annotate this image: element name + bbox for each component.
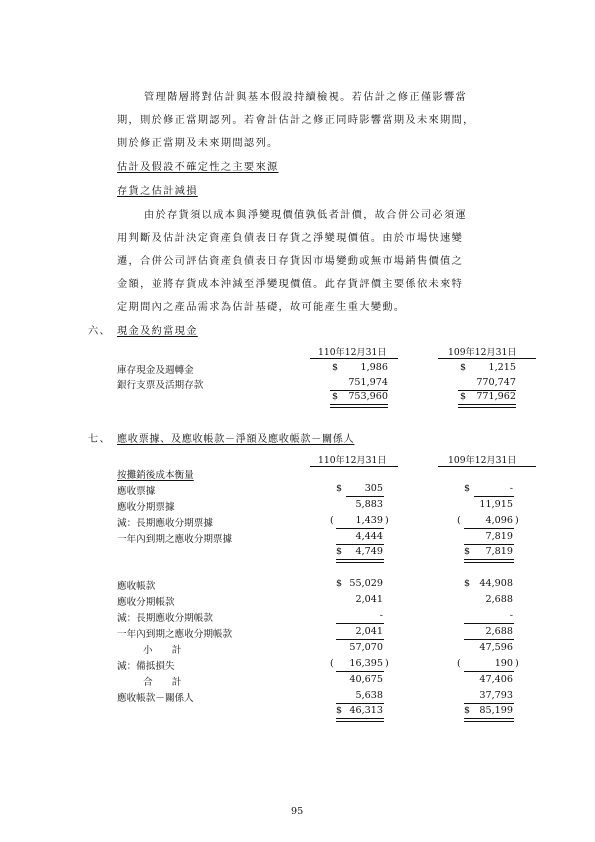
inventory-line-2: 用判斷及估計決定資產負債表日存貨之淨變現價值。由於市場快速變 bbox=[117, 233, 464, 244]
section7-row-label: 應收分期票據 bbox=[117, 502, 175, 513]
intro-line-2: 期，則於修正當期認列。若會計估計之修正同時影響當期及未來期間， bbox=[117, 115, 475, 126]
currency-symbol: $ bbox=[464, 705, 471, 716]
double-rule bbox=[336, 559, 384, 563]
intro-line-3: 則於修正當期及未來期間認列。 bbox=[117, 138, 279, 149]
currency-symbol: $ bbox=[460, 362, 467, 373]
section7-row-label: 減：長期應收分期帳款 bbox=[117, 613, 213, 624]
section7-value-2020: - bbox=[509, 483, 513, 494]
currency-symbol: $ bbox=[332, 362, 339, 373]
section6-row-value-2021: 1,986 bbox=[360, 362, 388, 373]
underline-rule bbox=[464, 639, 514, 640]
section7-value-2021: 305 bbox=[364, 483, 383, 494]
paren-open: ( bbox=[457, 658, 461, 669]
section7-subheading: 按攤銷後成本衡量 bbox=[117, 470, 194, 481]
section7-value-2021: - bbox=[379, 610, 383, 621]
currency-symbol: $ bbox=[460, 391, 467, 402]
section7-number: 七、 bbox=[88, 434, 112, 445]
currency-symbol: $ bbox=[336, 705, 343, 716]
section7-value-2021: 5,883 bbox=[355, 499, 383, 510]
section6-total-2020: 771,962 bbox=[476, 391, 516, 402]
section7-value-2020: 47,406 bbox=[479, 674, 513, 685]
intro-line-1: 管理階層將對估計與基本假設持續檢視。若估計之修正僅影響當 bbox=[144, 92, 468, 103]
underline-rule bbox=[464, 671, 514, 672]
section7-value-2020: 4,096 bbox=[485, 515, 513, 526]
paren-close: ) bbox=[515, 515, 519, 526]
currency-symbol: $ bbox=[464, 483, 471, 494]
underline-rule bbox=[464, 703, 514, 704]
paren-open: ( bbox=[330, 515, 334, 526]
section6-row-value-2020: 1,215 bbox=[488, 362, 516, 373]
section7-col2-header: 109年12月31日 bbox=[448, 455, 517, 466]
section6-title: 現金及約當現金 bbox=[117, 326, 198, 337]
section7-value-2021: 2,041 bbox=[355, 594, 383, 605]
section7-row-label: 應收帳款－關係人 bbox=[117, 693, 194, 704]
double-rule bbox=[336, 718, 384, 722]
section7-value-2020: 2,688 bbox=[485, 626, 513, 637]
heading-estimates: 估計及假設不確定性之主要來源 bbox=[117, 162, 279, 173]
section7-value-2020: 2,688 bbox=[485, 594, 513, 605]
section7-value-2020: 7,819 bbox=[485, 531, 513, 542]
section7-receivables-total-2020: 85,199 bbox=[479, 705, 513, 716]
section6-row-label: 銀行支票及活期存款 bbox=[117, 380, 204, 391]
section6-row-label: 庫存現金及週轉金 bbox=[117, 365, 194, 376]
section7-col1-header-rule bbox=[310, 466, 398, 467]
section7-value-2021: 5,638 bbox=[355, 690, 383, 701]
section7-value-2020: 190 bbox=[494, 658, 513, 669]
section7-value-2021: 2,041 bbox=[355, 626, 383, 637]
section6-col1-header: 110年12月31日 bbox=[318, 347, 387, 358]
section7-row-label: 一年內到期之應收分期帳款 bbox=[117, 629, 233, 640]
currency-symbol: $ bbox=[464, 546, 471, 557]
section7-value-2021: 4,444 bbox=[355, 531, 383, 542]
section7-subtotal-label: 小 計 bbox=[143, 645, 182, 656]
section7-value-2020: - bbox=[509, 610, 513, 621]
section7-row-label: 應收票據 bbox=[117, 486, 156, 497]
section7-value-2020: 11,915 bbox=[479, 499, 513, 510]
section7-row-label: 應收分期帳款 bbox=[117, 597, 175, 608]
inventory-line-4: 金額，並將存貨成本沖減至淨變現價值。此存貨評價主要係依未來特 bbox=[117, 279, 464, 290]
section7-value-2021: 40,675 bbox=[349, 674, 383, 685]
currency-symbol: $ bbox=[336, 483, 343, 494]
section7-notes-total-2021: 4,749 bbox=[355, 546, 383, 557]
underline-rule bbox=[336, 703, 384, 704]
underline-rule bbox=[464, 544, 514, 545]
section7-row-label: 一年內到期之應收分期票據 bbox=[117, 534, 233, 545]
section7-value-2020: 47,596 bbox=[479, 642, 513, 653]
section6-total-double-rule bbox=[330, 404, 388, 408]
section7-value-2021: 16,395 bbox=[349, 658, 383, 669]
section7-total-label: 合 計 bbox=[143, 677, 182, 688]
section7-row-label: 應收帳款 bbox=[117, 581, 156, 592]
section6-number: 六、 bbox=[88, 326, 112, 337]
section7-notes-total-2020: 7,819 bbox=[485, 546, 513, 557]
section7-value-2020: 37,793 bbox=[479, 690, 513, 701]
section7-col1-header: 110年12月31日 bbox=[318, 455, 387, 466]
section7-value-2020: 44,908 bbox=[479, 578, 513, 589]
section6-col2-header: 109年12月31日 bbox=[448, 347, 517, 358]
section6-col1-header-rule bbox=[310, 358, 398, 359]
section7-value-2021: 55,029 bbox=[349, 578, 383, 589]
inventory-line-5: 定期間內之產品需求為估計基礎，故可能產生重大變動。 bbox=[117, 302, 406, 313]
section7-value-2021: 57,070 bbox=[349, 642, 383, 653]
underline-rule bbox=[464, 623, 514, 624]
currency-symbol: $ bbox=[336, 578, 343, 589]
paren-open: ( bbox=[330, 658, 334, 669]
underline-rule bbox=[346, 496, 384, 497]
paren-close: ) bbox=[385, 658, 389, 669]
heading-inventory: 存貨之估計減損 bbox=[117, 186, 198, 197]
section6-row-value-2020: 770,747 bbox=[476, 377, 516, 388]
section7-row-label: 減：長期應收分期票據 bbox=[117, 518, 213, 529]
underline-rule bbox=[336, 639, 384, 640]
currency-symbol: $ bbox=[336, 546, 343, 557]
section6-col2-header-rule bbox=[438, 358, 536, 359]
inventory-line-3: 遷，合併公司評估資產負債表日存貨因市場變動或無市場銷售價值之 bbox=[117, 256, 464, 267]
underline-rule bbox=[336, 623, 384, 624]
double-rule bbox=[464, 559, 514, 563]
currency-symbol: $ bbox=[464, 578, 471, 589]
page-number: 95 bbox=[291, 806, 304, 817]
underline-rule bbox=[474, 496, 514, 497]
section7-value-2021: 1,439 bbox=[355, 515, 383, 526]
paren-close: ) bbox=[385, 515, 389, 526]
currency-symbol: $ bbox=[332, 391, 339, 402]
section6-total-2021: 753,960 bbox=[348, 391, 388, 402]
underline-rule bbox=[336, 544, 384, 545]
section7-col2-header-rule bbox=[438, 466, 536, 467]
underline-rule bbox=[464, 528, 514, 529]
section7-row-label: 減：備抵損失 bbox=[117, 661, 175, 672]
paren-close: ) bbox=[515, 658, 519, 669]
section7-receivables-total-2021: 46,313 bbox=[349, 705, 383, 716]
section7-title: 應收票據、及應收帳款－淨額及應收帳款－關係人 bbox=[117, 434, 355, 445]
paren-open: ( bbox=[457, 515, 461, 526]
section6-total-double-rule bbox=[458, 404, 516, 408]
underline-rule bbox=[336, 528, 384, 529]
section6-row-value-2021: 751,974 bbox=[348, 377, 388, 388]
inventory-line-1: 由於存貨須以成本與淨變現價值孰低者計價，故合併公司必須運 bbox=[144, 210, 468, 221]
double-rule bbox=[464, 718, 514, 722]
underline-rule bbox=[336, 671, 384, 672]
